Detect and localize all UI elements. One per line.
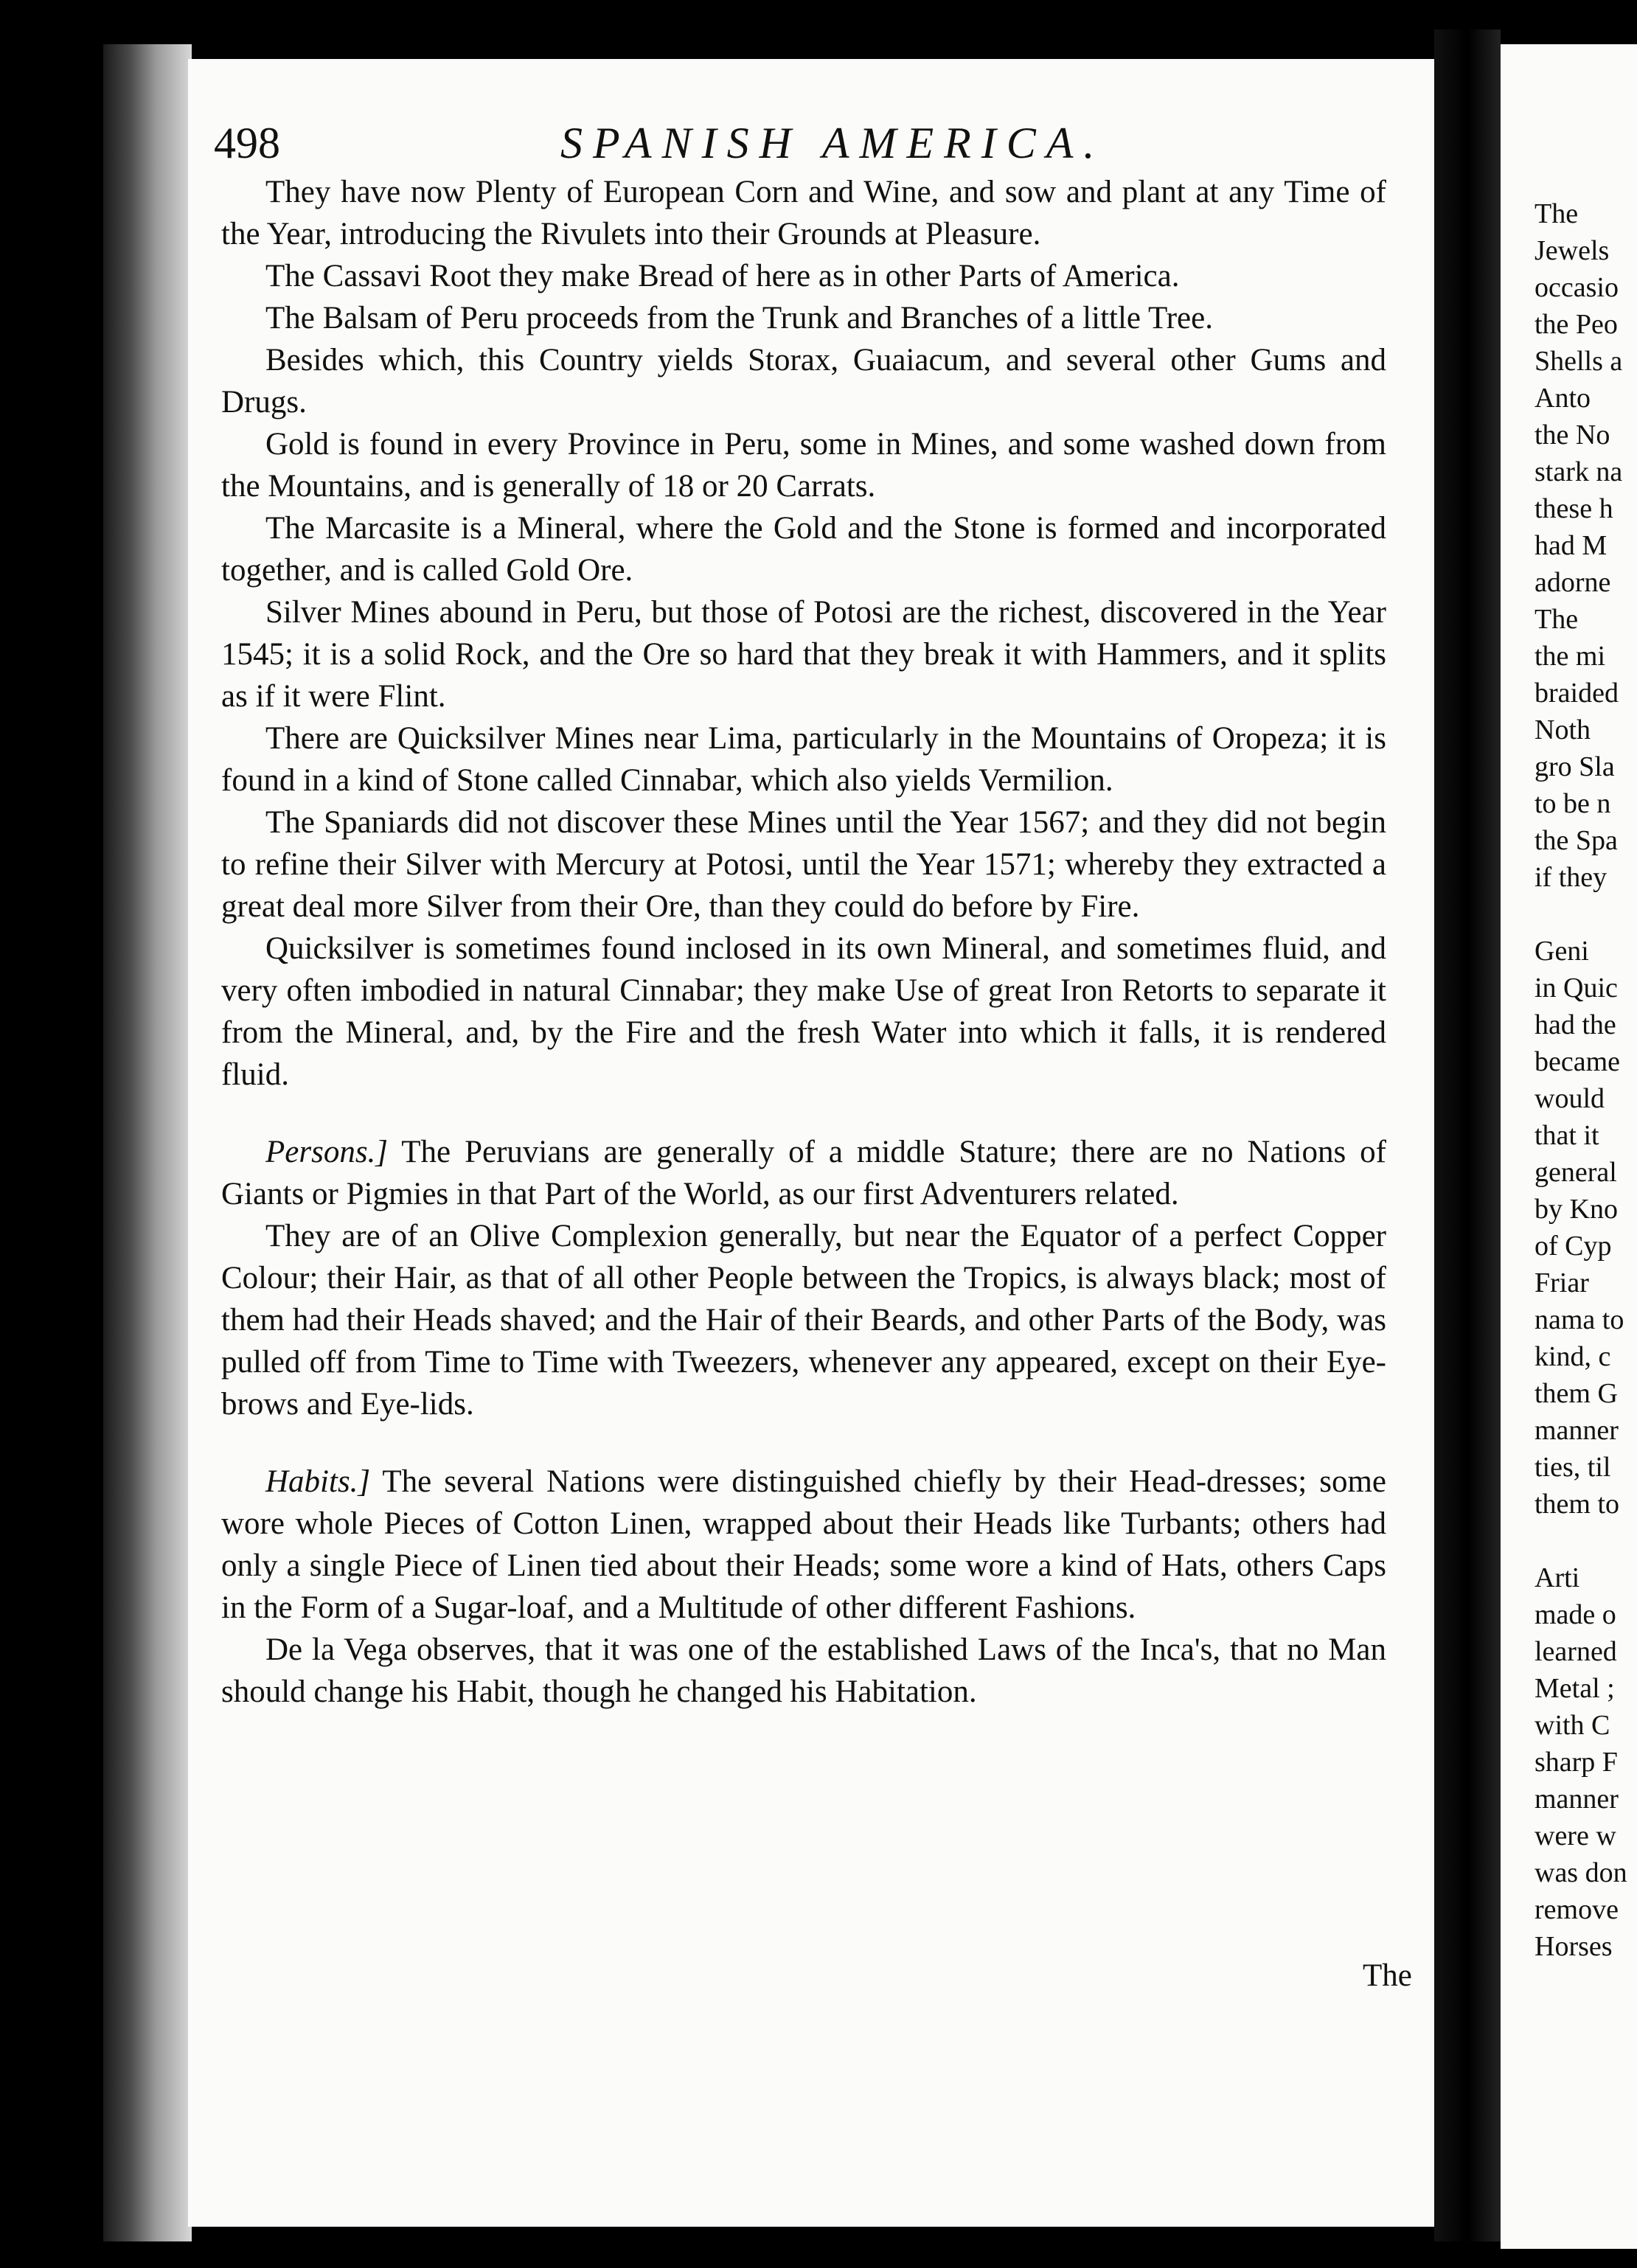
paragraph — [221, 1629, 1386, 1713]
right-page-line: Anto — [1535, 383, 1591, 414]
side-heading: Habits.] — [265, 1464, 371, 1499]
right-page-line: Noth — [1535, 714, 1591, 745]
paragraph-text: Silver Mines abound in Peru, but those of Potosi are the richest, discovered in the Year 1545; it is a solid Rock, and the Ore so hard that they break it with Hammers, and it splits as if it were Flint. — [221, 595, 1386, 714]
right-page-line: manner — [1535, 1784, 1619, 1815]
paragraph — [221, 717, 1386, 801]
right-page-line: in Quic — [1535, 973, 1618, 1003]
right-page-line: The — [1535, 198, 1579, 229]
right-page-line: them G — [1535, 1378, 1618, 1409]
running-header — [214, 118, 1416, 177]
book-gutter — [1434, 29, 1501, 2241]
right-page-line: Arti — [1535, 1562, 1580, 1593]
right-page-fragment — [1501, 44, 1637, 2249]
side-heading: Persons.] — [265, 1135, 389, 1169]
paragraph-text: The Cassavi Root they make Bread of here as in other Parts of America. — [265, 259, 1180, 293]
right-page-line: to be n — [1535, 788, 1611, 819]
right-page-line: the No — [1535, 420, 1610, 451]
paragraph-text: The Peruvians are generally of a middle Stature; there are no Nations of Giants or Pigmies in that Part of the World, as our first Adventurers related. — [221, 1135, 1386, 1211]
paragraph — [221, 1461, 1386, 1629]
running-title: SPANISH AMERICA. — [560, 119, 1105, 167]
paragraph-text: They have now Plenty of European Corn and Wine, and sow and plant at any Time of the Year, introducing the Rivulets into their Grounds at Pleasure. — [221, 175, 1386, 251]
right-page-line: ties, til — [1535, 1452, 1611, 1483]
paragraph — [221, 1215, 1386, 1425]
right-page-line: had the — [1535, 1009, 1616, 1040]
body-text — [221, 171, 1386, 1713]
right-page-line: Horses — [1535, 1931, 1613, 1962]
paragraph — [221, 171, 1386, 255]
right-page-line: stark na — [1535, 456, 1623, 487]
paragraph — [221, 1131, 1386, 1215]
right-page-line: occasio — [1535, 272, 1619, 303]
right-page-line: had M — [1535, 530, 1608, 561]
paragraph — [221, 339, 1386, 423]
right-page-line: were w — [1535, 1820, 1616, 1851]
right-page-line: these h — [1535, 493, 1613, 524]
right-page-line: was don — [1535, 1857, 1627, 1888]
right-page-line: that it — [1535, 1120, 1599, 1151]
paragraph — [221, 928, 1386, 1096]
paragraph — [221, 255, 1386, 297]
right-page-line: manner — [1535, 1415, 1619, 1446]
paragraph-text: The Balsam of Peru proceeds from the Trunk and Branches of a little Tree. — [265, 301, 1213, 335]
paragraph-text: De la Vega observes, that it was one of the established Laws of the Inca's, that no Man should change his Habit, though he changed his Habitation. — [221, 1632, 1386, 1709]
paragraph-text: The Spaniards did not discover these Mines until the Year 1567; and they did not begin to refine their Silver with Mercury at Potosi, until the Year 1571; whereby they extracted a great deal more Silver from their Ore, than they could do before by Fire. — [221, 805, 1386, 924]
paragraph-text: They are of an Olive Complexion generally, but near the Equator of a perfect Copper Colour; their Hair, as that of all other People between the Tropics, is always black; most of them had their Heads shaved; and the Hair of their Beards, and other Parts of the Body, was pulled off from Time to Time with Tweezers, whenever any appeared, except on their Eye-brows and Eye-lids. — [221, 1219, 1386, 1422]
paragraph-text: Gold is found in every Province in Peru, some in Mines, and some washed down from the Mountains, and is generally of 18 or 20 Carrats. — [221, 427, 1386, 504]
right-page-line: the mi — [1535, 641, 1606, 672]
catchword: The — [1363, 1958, 1412, 1993]
paragraph — [221, 591, 1386, 717]
right-page-line: Shells a — [1535, 346, 1623, 377]
right-page-line: adorne — [1535, 567, 1611, 598]
paragraph-text: The Marcasite is a Mineral, where the Gold and the Stone is formed and incorporated together, and is called Gold Ore. — [221, 511, 1386, 588]
right-page-line: by Kno — [1535, 1194, 1618, 1225]
paragraph — [221, 297, 1386, 339]
right-page-line: general — [1535, 1157, 1617, 1188]
right-page-line: of Cyp — [1535, 1231, 1612, 1262]
paragraph-text: There are Quicksilver Mines near Lima, particularly in the Mountains of Oropeza; it is found in a kind of Stone called Cinnabar, which also yields Vermilion. — [221, 721, 1386, 798]
right-page-line: them to — [1535, 1489, 1620, 1520]
right-page-line: Geni — [1535, 936, 1589, 967]
paragraph — [221, 801, 1386, 928]
right-page-line: learned — [1535, 1636, 1617, 1667]
right-page-line: gro Sla — [1535, 751, 1615, 782]
section-gap — [221, 1425, 1386, 1461]
right-page-line: sharp F — [1535, 1747, 1618, 1778]
right-page-line: nama to — [1535, 1304, 1624, 1335]
paragraph — [221, 507, 1386, 591]
right-page-line: if they — [1535, 862, 1608, 893]
section-gap — [221, 1096, 1386, 1131]
right-page-line: The — [1535, 604, 1579, 635]
right-page-line: remove — [1535, 1894, 1619, 1925]
paragraph — [221, 423, 1386, 507]
paragraph-text: The several Nations were distinguished chiefly by their Head-dresses; some wore whole Pieces of Cotton Linen, wrapped about their Heads like Turbants; others had only a single Piece of Linen tied about their Heads; some wore a kind of Hats, others Caps in the Form of a Sugar-loaf, and a Multitude of other different Fashions. — [221, 1464, 1386, 1625]
right-page-line: kind, c — [1535, 1341, 1611, 1372]
right-page-line: Metal ; — [1535, 1673, 1615, 1704]
right-page-line: made o — [1535, 1599, 1616, 1630]
right-page-line: Friar — [1535, 1267, 1589, 1298]
right-page-line: Jewels — [1535, 235, 1610, 266]
right-page-line: would — [1535, 1083, 1605, 1114]
right-page-line: the Spa — [1535, 825, 1618, 856]
right-page-line: with C — [1535, 1710, 1610, 1741]
right-page-line: became — [1535, 1046, 1621, 1077]
page-number: 498 — [214, 119, 280, 167]
paragraph-text: Besides which, this Country yields Storax, Guaiacum, and several other Gums and Drugs. — [221, 343, 1386, 420]
right-page-line: braided — [1535, 678, 1619, 709]
right-page-line: the Peo — [1535, 309, 1618, 340]
book-spine-edge — [103, 44, 192, 2241]
paragraph-text: Quicksilver is sometimes found inclosed in its own Mineral, and sometimes fluid, and very often imbodied in natural Cinnabar; they make Use of great Iron Retorts to separate it from the Mineral, and, by the Fire and the fresh Water into which it falls, it is rendered fluid. — [221, 931, 1386, 1092]
